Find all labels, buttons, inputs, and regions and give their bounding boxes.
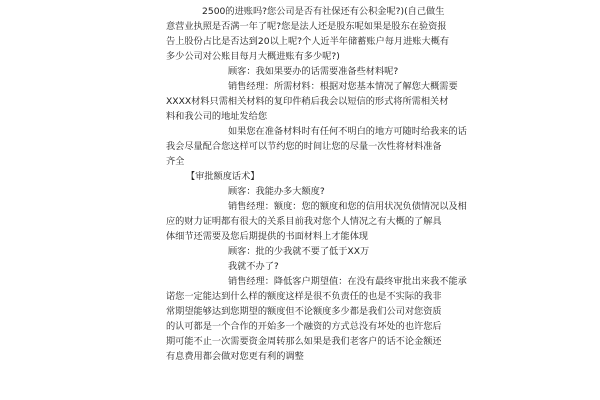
section-heading: 【审批额度话术】	[186, 171, 260, 182]
text-line: 销售经理：降低客户期望值：在没有最终审批出来我不能承	[228, 276, 467, 287]
text-line: 多少公司对公账目每月大概进账有多少呢?)	[166, 51, 340, 62]
text-line: 顾客：我如果要办的话需要准备些材料呢?	[228, 66, 399, 77]
text-line: 销售经理：所需材料：根据对您基本情况了解您大概需要	[228, 81, 458, 92]
text-line: 我就不办了?	[228, 261, 279, 272]
text-line: 有息费用都会做对您更有利的调整	[166, 351, 304, 362]
text-line: 的认可都是一个合作的开始多一个融资的方式总没有坏处的也许您后	[166, 321, 442, 332]
text-line: 料和我公司的地址发给您	[166, 111, 268, 122]
text-line: 顾客：批的少我就不要了低于XX万	[228, 246, 370, 257]
text-line: 2500的进账吗?您公司是否有社保还有公积金呢?)(自己做生	[202, 6, 445, 17]
text-line: 顾客：我能办多大额度?	[228, 186, 325, 197]
text-line: 期可能不止一次需要资金周转那么如果是我们老客户的话不论金额还	[166, 336, 442, 347]
document-body	[166, 4, 467, 364]
text-line: 销售经理：额度：您的额度和您的信用状况负债情况以及相	[228, 201, 467, 212]
text-line: 我会尽量配合您这样可以节约您的时间让您的尽量一次性将材料准备	[166, 141, 442, 152]
text-line: 应的财力证明都有很大的关系目前我对您个人情况之有大概的了解具	[166, 216, 442, 227]
text-line: 意营业执照是否满一年了呢?您是法人还是股东呢如果是股东在验资报	[166, 21, 447, 32]
text-line: 体细节还需要及您后期提供的书面材料上才能体现	[166, 231, 369, 242]
text-line: 常期望能够达到您期望的额度但不论额度多少都是我们公司对您资质	[166, 306, 442, 317]
text-line: 如果您在准备材料时有任何不明白的地方可随时给我来的话	[228, 126, 467, 137]
text-line: 齐全	[166, 156, 185, 167]
text-line: 诺您一定能达到什么样的额度这样是很不负责任的也是不实际的我非	[166, 291, 442, 302]
text-line: 告上股份占比是否达到20以上呢?个人近半年储蓄账户每月进账大概有	[166, 36, 450, 47]
text-line: XXXX材料只需相关材料的复印件稍后我会以短信的形式将所需相关材	[166, 96, 449, 107]
